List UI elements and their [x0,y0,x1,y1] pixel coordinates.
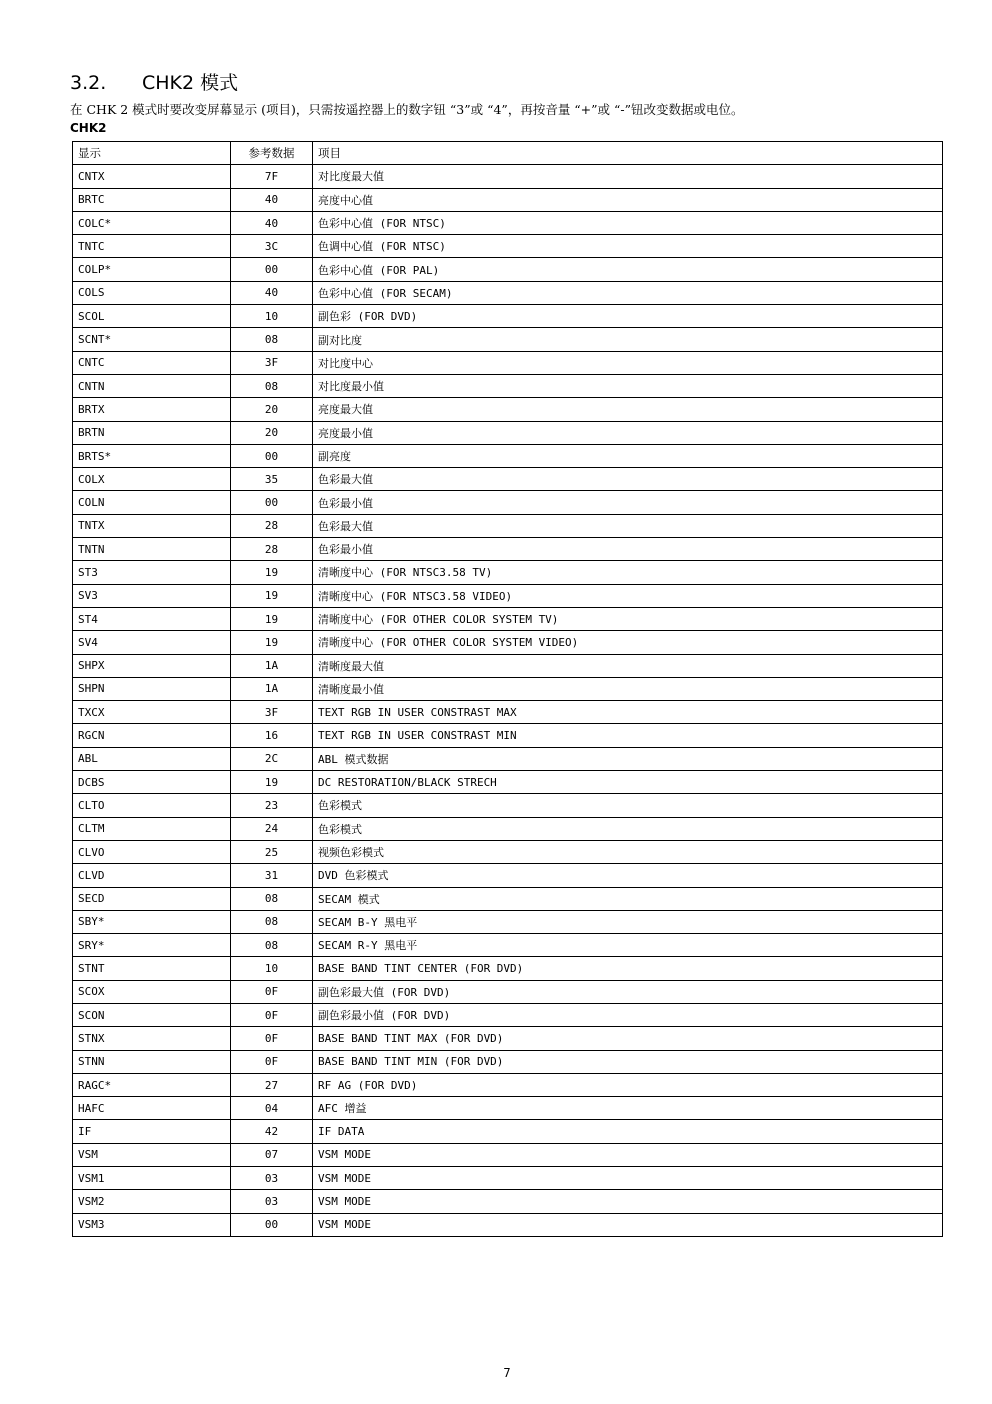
table-row [73,165,943,188]
cell-reference-data: 08 [231,887,313,910]
cell-reference-data: 00 [231,444,313,467]
cell-reference-data: 19 [231,561,313,584]
table-row [73,211,943,234]
cell-item: VSM MODE [313,1167,943,1190]
cell-reference-data: 42 [231,1120,313,1143]
table-row [73,840,943,863]
cell-item: BASE BAND TINT CENTER (FOR DVD) [313,957,943,980]
cell-item: 副色彩最大值 (FOR DVD) [313,980,943,1003]
table-row [73,887,943,910]
table-row [73,258,943,281]
cell-display: BRTC [73,188,231,211]
cell-item: 清晰度中心 (FOR OTHER COLOR SYSTEM VIDEO) [313,631,943,654]
cell-item: VSM MODE [313,1190,943,1213]
cell-reference-data: 3F [231,351,313,374]
cell-display: COLP* [73,258,231,281]
cell-reference-data: 23 [231,794,313,817]
cell-reference-data: 31 [231,864,313,887]
table-row [73,468,943,491]
table-row [73,188,943,211]
cell-display: COLN [73,491,231,514]
cell-reference-data: 20 [231,421,313,444]
table-caption: CHK2 [70,121,107,135]
cell-item: SECAM 模式 [313,887,943,910]
cell-item: BASE BAND TINT MIN (FOR DVD) [313,1050,943,1073]
cell-item: DC RESTORATION/BLACK STRECH [313,771,943,794]
cell-display: TNTN [73,538,231,561]
cell-reference-data: 0F [231,1003,313,1026]
cell-display: VSM3 [73,1213,231,1236]
cell-display: SV4 [73,631,231,654]
cell-display: COLS [73,281,231,304]
cell-item: 副对比度 [313,328,943,351]
cell-display: CNTX [73,165,231,188]
table-row [73,957,943,980]
table-row [73,421,943,444]
cell-reference-data: 40 [231,281,313,304]
cell-reference-data: 28 [231,514,313,537]
cell-item: 色彩最小值 [313,538,943,561]
cell-reference-data: 1A [231,654,313,677]
cell-display: CLVD [73,864,231,887]
cell-display: DCBS [73,771,231,794]
cell-item: 色彩模式 [313,794,943,817]
cell-display: CLVO [73,840,231,863]
cell-reference-data: 00 [231,491,313,514]
table-row [73,1167,943,1190]
cell-reference-data: 28 [231,538,313,561]
cell-display: VSM [73,1143,231,1166]
cell-reference-data: 03 [231,1190,313,1213]
cell-reference-data: 19 [231,584,313,607]
header-display: 显示 [73,142,231,165]
table-row [73,1027,943,1050]
cell-reference-data: 10 [231,305,313,328]
cell-item: AFC 增益 [313,1097,943,1120]
cell-reference-data: 7F [231,165,313,188]
table-row [73,351,943,374]
cell-reference-data: 20 [231,398,313,421]
table-row [73,305,943,328]
cell-reference-data: 00 [231,1213,313,1236]
cell-item: BASE BAND TINT MAX (FOR DVD) [313,1027,943,1050]
cell-item: 色彩中心值 (FOR SECAM) [313,281,943,304]
cell-reference-data: 25 [231,840,313,863]
table-row [73,1143,943,1166]
table-row [73,514,943,537]
section-title: CHK2 模式 [142,72,239,94]
cell-item: 色彩中心值 (FOR NTSC) [313,211,943,234]
cell-item: 清晰度最小值 [313,677,943,700]
cell-item: SECAM R-Y 黑电平 [313,934,943,957]
table-row [73,1213,943,1236]
cell-reference-data: 08 [231,374,313,397]
cell-item: 对比度最大值 [313,165,943,188]
cell-item: 清晰度中心 (FOR NTSC3.58 VIDEO) [313,584,943,607]
cell-item: 清晰度中心 (FOR OTHER COLOR SYSTEM TV) [313,607,943,630]
chk2-table [72,141,943,1237]
cell-display: SRY* [73,934,231,957]
cell-display: CNTC [73,351,231,374]
cell-item: RF AG (FOR DVD) [313,1073,943,1096]
section-heading [70,68,238,95]
cell-display: BRTX [73,398,231,421]
cell-item: 亮度最大值 [313,398,943,421]
cell-display: BRTN [73,421,231,444]
cell-display: COLX [73,468,231,491]
table-row [73,398,943,421]
table-row [73,631,943,654]
cell-reference-data: 27 [231,1073,313,1096]
table-row [73,701,943,724]
cell-reference-data: 2C [231,747,313,770]
cell-reference-data: 08 [231,910,313,933]
cell-item: DVD 色彩模式 [313,864,943,887]
cell-item: 色彩中心值 (FOR PAL) [313,258,943,281]
table-header-row [73,142,943,165]
table-row [73,677,943,700]
cell-reference-data: 04 [231,1097,313,1120]
cell-display: BRTS* [73,444,231,467]
cell-display: RAGC* [73,1073,231,1096]
cell-item: 视频色彩模式 [313,840,943,863]
cell-reference-data: 08 [231,934,313,957]
header-reference-data: 参考数据 [231,142,313,165]
cell-display: CLTO [73,794,231,817]
cell-reference-data: 16 [231,724,313,747]
table-row [73,1050,943,1073]
cell-reference-data: 0F [231,1027,313,1050]
cell-display: STNT [73,957,231,980]
table-row [73,724,943,747]
table-row [73,491,943,514]
table-row [73,328,943,351]
cell-display: CLTM [73,817,231,840]
table-row [73,1073,943,1096]
cell-item: 对比度中心 [313,351,943,374]
cell-reference-data: 1A [231,677,313,700]
cell-item: 色彩模式 [313,817,943,840]
cell-reference-data: 24 [231,817,313,840]
table-row [73,771,943,794]
cell-display: TNTC [73,235,231,258]
cell-reference-data: 3C [231,235,313,258]
table-row [73,864,943,887]
cell-reference-data: 19 [231,607,313,630]
table-row [73,1120,943,1143]
cell-item: 色彩最小值 [313,491,943,514]
cell-display: SECD [73,887,231,910]
cell-display: SCOL [73,305,231,328]
cell-display: ST3 [73,561,231,584]
table-row [73,281,943,304]
cell-display: TXCX [73,701,231,724]
cell-display: RGCN [73,724,231,747]
cell-display: VSM1 [73,1167,231,1190]
cell-item: 亮度中心值 [313,188,943,211]
cell-display: ABL [73,747,231,770]
cell-item: IF DATA [313,1120,943,1143]
cell-reference-data: 19 [231,631,313,654]
cell-reference-data: 0F [231,980,313,1003]
cell-item: 清晰度中心 (FOR NTSC3.58 TV) [313,561,943,584]
cell-item: TEXT RGB IN USER CONSTRAST MAX [313,701,943,724]
table-row [73,1097,943,1120]
cell-display: SV3 [73,584,231,607]
cell-reference-data: 07 [231,1143,313,1166]
cell-display: CNTN [73,374,231,397]
cell-item: 副色彩最小值 (FOR DVD) [313,1003,943,1026]
cell-display: VSM2 [73,1190,231,1213]
cell-item: 色彩最大值 [313,514,943,537]
header-item: 项目 [313,142,943,165]
cell-item: 亮度最小值 [313,421,943,444]
cell-reference-data: 3F [231,701,313,724]
table-row [73,817,943,840]
cell-reference-data: 40 [231,188,313,211]
table-row [73,1190,943,1213]
table-row [73,584,943,607]
page-number: 7 [503,1366,511,1380]
table-row [73,794,943,817]
cell-reference-data: 35 [231,468,313,491]
table-row [73,910,943,933]
cell-item: SECAM B-Y 黑电平 [313,910,943,933]
cell-reference-data: 00 [231,258,313,281]
table-row [73,980,943,1003]
cell-display: SCOX [73,980,231,1003]
cell-display: IF [73,1120,231,1143]
cell-item: 对比度最小值 [313,374,943,397]
table-row [73,654,943,677]
cell-display: ST4 [73,607,231,630]
cell-reference-data: 08 [231,328,313,351]
cell-item: 色调中心值 (FOR NTSC) [313,235,943,258]
cell-reference-data: 03 [231,1167,313,1190]
cell-item: 清晰度最大值 [313,654,943,677]
table-row [73,607,943,630]
cell-display: SCON [73,1003,231,1026]
table-row [73,1003,943,1026]
cell-display: SBY* [73,910,231,933]
cell-item: TEXT RGB IN USER CONSTRAST MIN [313,724,943,747]
cell-reference-data: 10 [231,957,313,980]
cell-item: VSM MODE [313,1213,943,1236]
cell-item: VSM MODE [313,1143,943,1166]
cell-reference-data: 40 [231,211,313,234]
table-row [73,747,943,770]
cell-display: COLC* [73,211,231,234]
cell-display: SHPX [73,654,231,677]
cell-item: 副亮度 [313,444,943,467]
intro-paragraph: 在 CHK 2 模式时要改变屏幕显示 (项目)，只需按遥控器上的数字钮 “3”或 “4”，再按音量 “+”或 “-”钮改变数据或电位。 [70,102,744,117]
cell-reference-data: 0F [231,1050,313,1073]
table-row [73,934,943,957]
cell-reference-data: 19 [231,771,313,794]
cell-display: TNTX [73,514,231,537]
section-number: 3.2. [70,72,107,94]
cell-item: ABL 模式数据 [313,747,943,770]
table-row [73,374,943,397]
cell-display: STNN [73,1050,231,1073]
cell-item: 副色彩 (FOR DVD) [313,305,943,328]
cell-display: SHPN [73,677,231,700]
table-row [73,444,943,467]
cell-item: 色彩最大值 [313,468,943,491]
cell-display: STNX [73,1027,231,1050]
cell-display: HAFC [73,1097,231,1120]
table-row [73,538,943,561]
cell-display: SCNT* [73,328,231,351]
table-row [73,235,943,258]
table-row [73,561,943,584]
